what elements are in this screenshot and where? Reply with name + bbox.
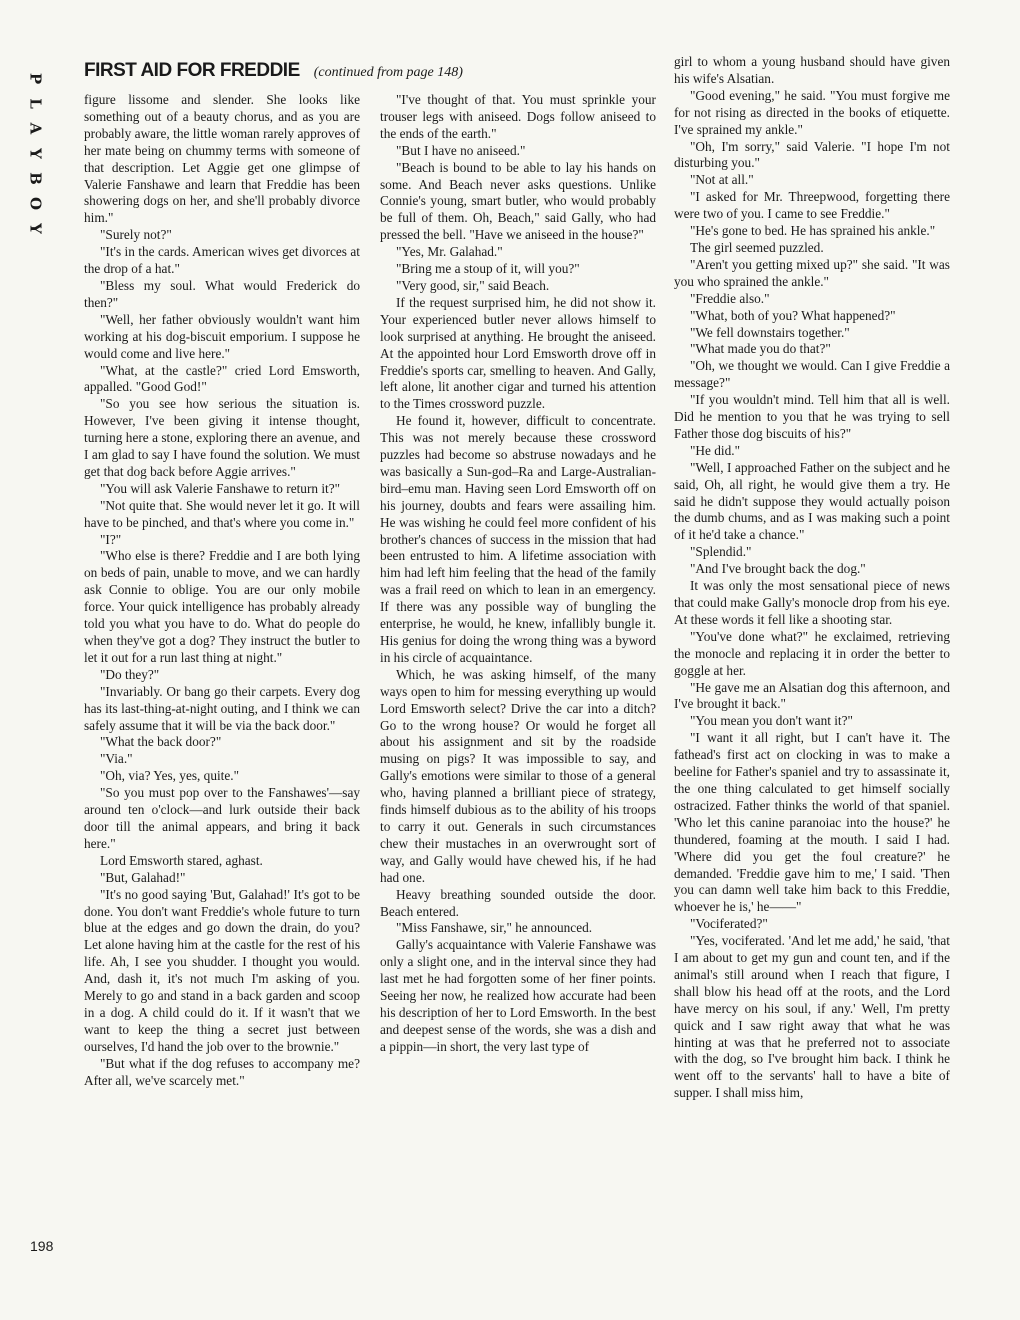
paragraph: "Invariably. Or bang go their carpets. Every dog has its last-thing-at-night outing, and I think we can safely assume that it will be via the back door." <box>84 683 360 733</box>
paragraph: "He gave me an Alsatian dog this afternoon, and I've brought it back." <box>674 679 950 712</box>
page-number: 198 <box>30 1238 54 1254</box>
paragraph: "What, both of you? What happened?" <box>690 307 896 323</box>
text-column-1 <box>84 92 360 1089</box>
paragraph: "Oh, via? Yes, yes, quite." <box>100 768 240 784</box>
paragraph: It was only the most sensational piece of news that could make Gally's monocle drop from his eye. At these words it fell like a shooting star. <box>674 578 950 627</box>
paragraph: figure lissome and slender. She looks like something out of a beauty chorus, and as you are probably aware, the little woman rarely approves of her mate being on chummy terms with someone of that description. Let Aggie get one glimpse of Valerie Fanshawe and learn that Freddie has been showering dogs on her, and she'll probably divorce him." <box>84 92 360 226</box>
paragraph: "Who else is there? Freddie and I are both lying on beds of pain, unable to move, and we can hardly ask Connie to oblige. You are our only mobile force. Your quick intelligence has probably already told you what you have to do. What do people do when they've got a dog? They instruct the butler to let it out for a run last thing at night." <box>84 548 360 665</box>
paragraph: "Do they?" <box>100 666 160 682</box>
paragraph: "Surely not?" <box>100 227 172 243</box>
paragraph: "I've thought of that. You must sprinkle your trouser legs with aniseed. Dogs follow aniseed to the ends of the earth." <box>380 92 656 141</box>
paragraph: If the request surprised him, he did not show it. Your experienced butler never allows himself to look surprised at anything. He brought the aniseed. At the appointed hour Lord Emsworth drove off in Freddie's sports car, smelling to heaven. And Gally, left alone, lit another cigar and turned his attention to the Times crossword puzzle. <box>380 294 656 412</box>
paragraph: "Splendid." <box>690 544 752 560</box>
paragraph: "But what if the dog refuses to accompany me? After all, we've scarcely met." <box>84 1055 360 1088</box>
text-column-2 <box>380 92 656 1056</box>
paragraph: "Miss Fanshawe, sir," he announced. <box>396 920 593 936</box>
paragraph: "What, at the castle?" cried Lord Emsworth, appalled. "Good God!" <box>84 362 360 395</box>
paragraph: "Bring me a stoup of it, will you?" <box>396 261 580 277</box>
paragraph: "And I've brought back the dog." <box>690 561 866 577</box>
paragraph: "Oh, I'm sorry," said Valerie. "I hope I'm not disturbing you." <box>674 138 950 171</box>
paragraph: "But, Galahad!" <box>100 869 186 885</box>
paragraph: "Aren't you getting mixed up?" she said. "It was you who sprained the ankle." <box>674 256 950 289</box>
paragraph: "Via." <box>100 751 133 767</box>
paragraph: "Good evening," he said. "You must forgive me for not rising as directed in the books of etiquette. I've sprained my ankle." <box>674 87 950 137</box>
paragraph: "So you must pop over to the Fanshawes'—say around ten o'clock—and lurk outside their back door till the animal appears, and bring it back here." <box>84 785 360 851</box>
paragraph: "Vociferated?" <box>690 916 768 932</box>
paragraph: "Yes, vociferated. 'And let me add,' he said, 'that I am about to get my gun and count ten, and if the animal's still around when I reach that figure, I shall blow his head off at the roots, and the Lord have mercy on his soul, if any.' Well, I'm pretty quick and I saw right away that what he was hinting at was that he preferred not to associate with the dog, so I've brought him back. I think he went off to the servants' hall to have a bite of supper. I shall miss him, <box>674 933 950 1101</box>
paragraph: "But I have no aniseed." <box>396 142 526 158</box>
paragraph: "What the back door?" <box>100 734 222 750</box>
masthead-playboy <box>24 66 46 241</box>
paragraph: Lord Emsworth stared, aghast. <box>100 852 263 868</box>
paragraph: "You've done what?" he exclaimed, retrieving the monocle and replacing it in order the better to goggle at her. <box>674 628 950 678</box>
paragraph: "I asked for Mr. Threepwood, forgetting there were two of you. I came to see Freddie." <box>674 189 950 222</box>
article-title: FIRST AID FOR FREDDIE <box>84 60 300 81</box>
paragraph: "So you see how serious the situation is. However, I've been giving it intense thought, turning here a stone, exploring there an avenue, and I am glad to say I have found the solution. We must get that dog back before Aggie arrives." <box>84 396 360 479</box>
paragraph: "It's in the cards. American wives get divorces at the drop of a hat." <box>84 244 360 277</box>
text-column-3 <box>674 54 950 1102</box>
paragraph: "It's no good saying 'But, Galahad!' It's got to be done. You don't want Freddie's whole future to turn blue at the edges and go down the drain, do you? Let alone having him at the castle for the rest of his life. Ah, I see you shudder. I thought you would. And, dash it, it's not much I'm asking of you. Merely to go and stand in a back garden and scoop in a dog. A child could do it. If it wasn't that we want to keep the thing a secret just between ourselves, I'd hand the job over to the brownie." <box>84 886 360 1054</box>
paragraph: Gally's acquaintance with Valerie Fanshawe was only a slight one, and in the interval since they had last met he had forgotten some of her finer points. Seeing her now, he realized how accurate had been his description of her to Lord Emsworth. In the best and deepest sense of the words, she was a dish and a pippin—in short, the very last type of <box>380 937 656 1054</box>
paragraph: "You mean you don't want it?" <box>690 713 853 729</box>
paragraph: "If you wouldn't mind. Tell him that all is well. Did he mention to you that he was trying to sell Father those dog biscuits of his?" <box>674 392 950 441</box>
paragraph: "You will ask Valerie Fanshawe to return it?" <box>100 480 341 496</box>
masthead-letter: L <box>26 98 45 109</box>
masthead-letter: B <box>26 172 45 185</box>
paragraph: "Well, her father obviously wouldn't want him working at his dog-biscuit emporium. I suppose he would come and live here." <box>84 311 360 361</box>
paragraph: "He's gone to bed. He has sprained his ankle." <box>690 223 936 239</box>
paragraph: Which, he was asking himself, of the many ways open to him for messing everything up would Lord Emsworth select? Drive the car into a ditch? Go to the wrong house? Or would he forget all about his assignment and sit by the roadside musing on pigs? It was impossible to say, and Gally's emotions were similar to those of a general who, having planned a brilliant piece of strategy, finds himself dubious as to the ability of his troops to carry it out. Generals in such circumstances chew their mustaches in an overwrought sort of way, and Gally would have chewed his, if he had had one. <box>380 666 656 885</box>
paragraph: "Bless my soul. What would Frederick do then?" <box>84 277 360 310</box>
paragraph: "We fell downstairs together." <box>690 324 850 340</box>
paragraph: "I want it all right, but I can't have it. The fathead's first act on clocking in was to make a beeline for Father's spaniel and try to assassinate it, the one thing calculated to get himself socially ostracized. Father thinks the world of that spaniel. 'Who let this canine paranoiac into the house?' he thundered, foaming at the mouth. I said I had. 'Where did you get the foul creature?' he demanded. 'Freddie gave him to me,' I said. 'Then you can damn well take him back to this Freddie, whoever he is,' he——" <box>674 730 950 915</box>
continued-note: (continued from page 148) <box>313 65 463 80</box>
paragraph: "Beach is bound to be able to lay his hands on some. And Beach never asks questions. Unlike Connie's young, smart butler, who would probably be full of them. Oh, Beach," said Gally, who had pressed the bell. "Have we aniseed in the house?" <box>380 159 656 243</box>
paragraph: "Oh, we thought we would. Can I give Freddie a message?" <box>674 358 950 391</box>
paragraph: "He did." <box>690 442 740 458</box>
paragraph: "Not quite that. She would never let it go. It will have to be pinched, and that's where you come in." <box>84 497 360 530</box>
article-header <box>84 60 463 82</box>
masthead-letter: A <box>26 122 45 135</box>
masthead-letter: Y <box>26 223 45 234</box>
paragraph: "Not at all." <box>690 172 754 188</box>
masthead-letter: O <box>26 196 45 211</box>
paragraph: "Freddie also." <box>690 290 770 306</box>
paragraph: The girl seemed puzzled. <box>690 239 824 255</box>
paragraph: "Very good, sir," said Beach. <box>396 277 550 293</box>
paragraph: girl to whom a young husband should have given his wife's Alsatian. <box>674 54 950 86</box>
paragraph: He found it, however, difficult to concentrate. This was not merely because these crossword puzzles had become so abstruse nowadays and he was basically a Sun-god–Ra and Large-Australian-bird–emu man. Having seen Lord Emsworth off on his journey, doubts and fears were assailing him. He was wishing he could feel more confident of his brother's chances of success in the mission that had been entrusted to him. A lifetime association with him had left him feeling that the head of the family was a frail reed on which to lean in an emergency. If there was any possible way of bungling the enterprise, he would, he knew, infallibly bungle it. His genius for doing the wrong thing was a byword in his circle of acquaintance. <box>380 413 656 665</box>
masthead-letter: P <box>26 72 45 85</box>
paragraph: Heavy breathing sounded outside the door. Beach entered. <box>380 886 656 919</box>
paragraph: "What made you do that?" <box>690 341 831 357</box>
masthead-letter: Y <box>26 148 45 159</box>
paragraph: "Well, I approached Father on the subject and he said, Oh, all right, he would give them a try. He said he didn't suppose they would actually poison the dumb chums, and as I was making such a point of it he'd take a chance." <box>674 459 950 543</box>
paragraph: "Yes, Mr. Galahad." <box>396 244 503 260</box>
paragraph: "I?" <box>100 531 122 547</box>
